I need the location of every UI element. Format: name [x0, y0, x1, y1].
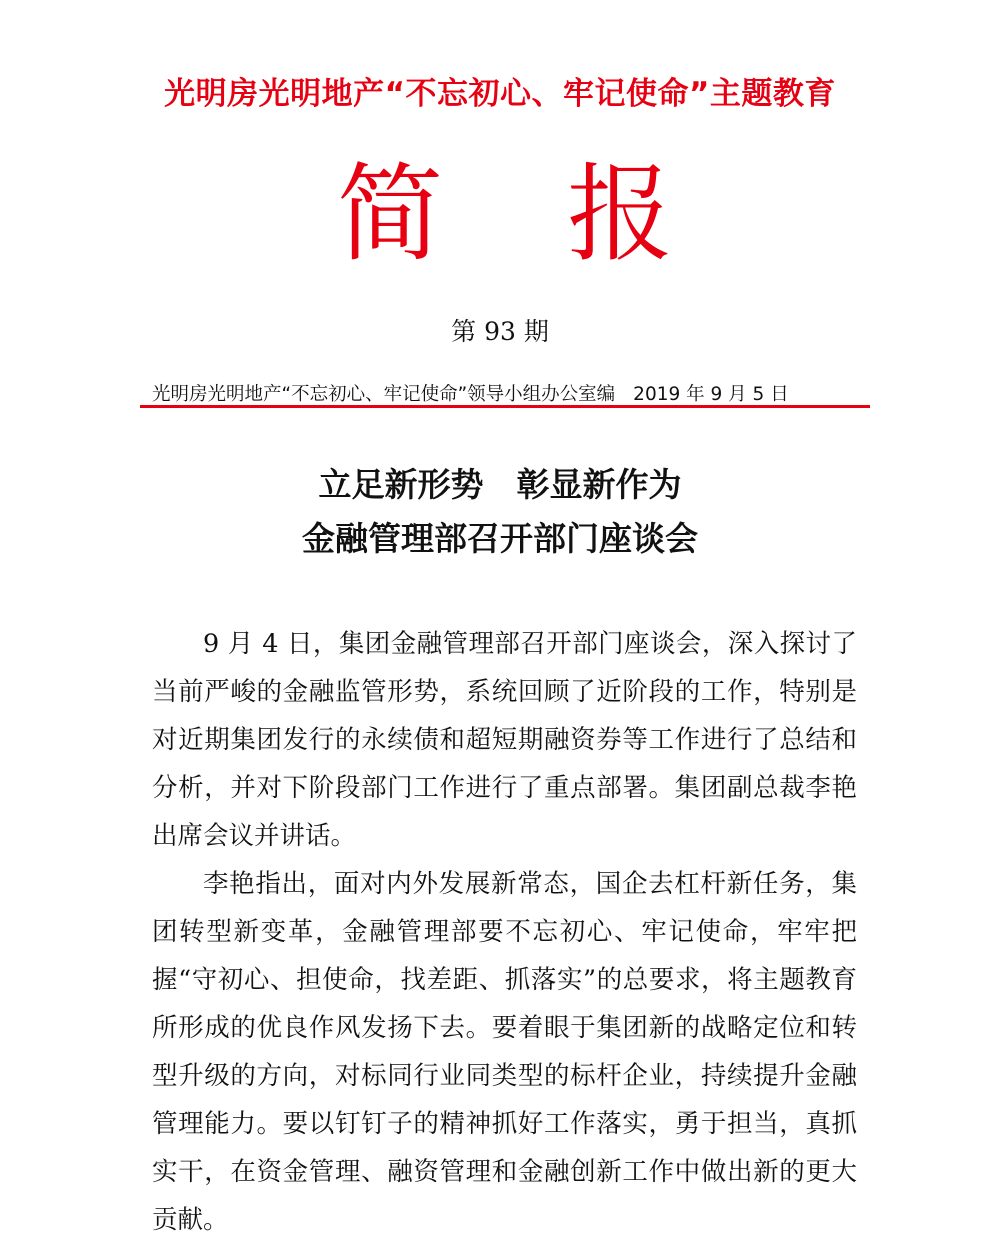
masthead-char-jian: 简: [337, 153, 443, 276]
editor-office: 光明房光明地产“不忘初心、牢记使命”领导小组办公室编: [152, 384, 616, 405]
series-title: 光明房光明地产“不忘初心、牢记使命”主题教育: [164, 76, 836, 112]
masthead-char-bao: 报: [567, 153, 673, 276]
article-title: [0, 458, 1000, 566]
issue-number: 第 93 期: [451, 317, 549, 346]
red-divider: [140, 405, 870, 408]
title-line-1: 立足新形势 彰显新作为: [318, 465, 682, 504]
publish-date: 2019 年 9 月 5 日: [633, 384, 789, 405]
paragraph-1: 9 月 4 日，集团金融管理部召开部门座谈会，深入探讨了当前严峻的金融监管形势，系统回顾了近阶段的工作，特别是对近期集团发行的永续债和超短期融资券等工作进行了总结和分析，并对下阶段部门工作进行了重点部署。集团副总裁李艳出席会议并讲话。: [152, 629, 857, 851]
title-line-2: 金融管理部召开部门座谈会: [302, 519, 698, 558]
article-body: [152, 620, 857, 1244]
masthead: [0, 150, 1000, 280]
editor-line: [152, 380, 852, 406]
paragraph-2: 李艳指出，面对内外发展新常态，国企去杠杆新任务，集团转型新变革，金融管理部要不忘初心、牢记使命，牢牢把握“守初心、担使命，找差距、抓落实”的总要求，将主题教育所形成的优良作风发扬下去。要着眼于集团新的战略定位和转型升级的方向，对标同行业同类型的标杆企业，持续提升金融管理能力。要以钉钉子的精神抓好工作落实，勇于担当，真抓实干，在资金管理、融资管理和金融创新工作中做出新的更大贡献。: [152, 869, 857, 1235]
